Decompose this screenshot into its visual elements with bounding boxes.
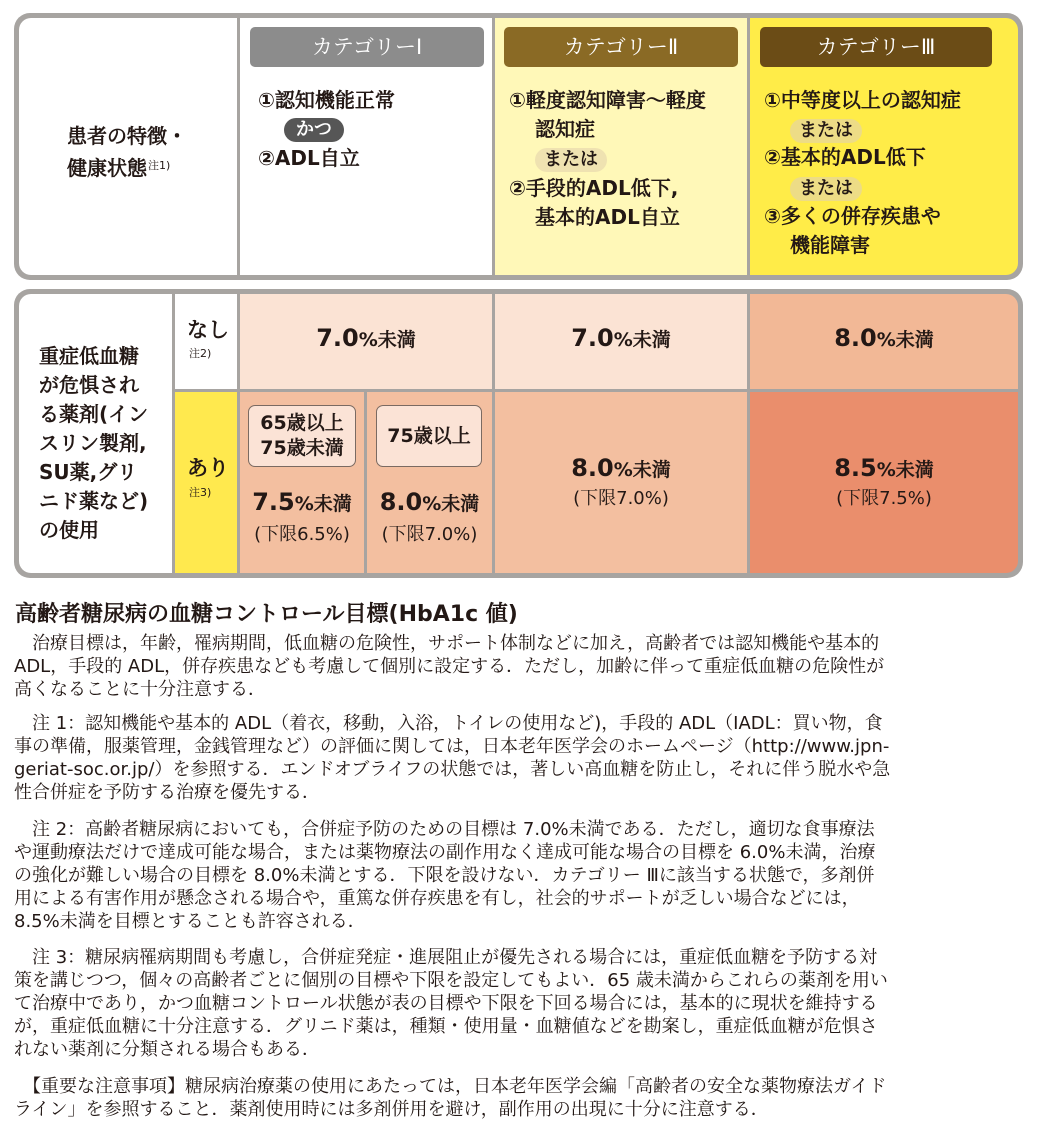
category-1-cell <box>240 18 492 275</box>
target-drug-category-1-age-65-74: 65歳以上 75歳未満 7.5%未満 (下限6.5%) <box>240 392 364 573</box>
drug-label: あり <box>187 456 229 480</box>
target-none-category-3: 8.0%未満 <box>750 294 1018 389</box>
note-ref-3: 注3) <box>189 486 212 499</box>
category-2-item1-line2: 認知症 <box>535 117 595 141</box>
category-3-item1: ①中等度以上の認知症 <box>764 88 961 112</box>
note-ref-2: 注2) <box>189 347 212 360</box>
age-75-plus-box: 75歳以上 <box>376 405 482 467</box>
category-2-conjunction: または <box>535 148 607 172</box>
category-3-cell <box>750 18 1018 275</box>
caption-note-2: 注 2：高齢者糖尿病においても，合併症予防のための目標は 7.0%未満である．ただし，適切な食事療法 や運動療法だけで達成可能な場合，または薬物療法の副作用なく達成可能な場合の目標を 6.0%未満，治療 の強化が難しい場合の目標を 8.0%未満とする．下限を設けない．カテゴリー Ⅲに該当する状態で，多剤併 用による有害作用が懸念される場合や，重篤な併存疾患を有し，社会的サポートが乏しい場合などには， 8.5%未満を目標とすることも許容される． <box>14 819 876 932</box>
drug-use-header-cell <box>19 294 172 573</box>
row-header-line2: 健康状態 <box>67 156 147 180</box>
category-1-conjunction: かつ <box>284 118 344 142</box>
category-1-item2: ②ADL自立 <box>258 146 360 170</box>
drug-use-header-text: 重症低血糖 が危惧され る薬剤(イン スリン製剤, SU薬,グリ ニド薬など) の使用 <box>39 344 149 542</box>
target-none-category-2: 7.0%未満 <box>495 294 747 389</box>
category-2-cell <box>495 18 747 275</box>
category-2-item2-line2: 基本的ADL自立 <box>535 205 680 229</box>
age-65-74-box: 65歳以上 75歳未満 <box>248 405 356 467</box>
caption-paragraph-1: 治療目標は，年齢，罹病期間，低血糖の危険性，サポート体制などに加え，高齢者では認知機能や基本的 ADL，手段的 ADL，併存疾患なども考慮して個別に設定する．ただし，加齢に伴って重症低血糖の危険性が 高くなることに十分注意する． <box>14 633 885 700</box>
target-drug-category-2: 8.0%未満 (下限7.0%) <box>495 392 747 573</box>
category-3-item3-line1: ③多くの併存疾患や <box>764 204 941 228</box>
category-3-header: カテゴリーⅢ <box>760 27 992 67</box>
no-drug-label: なし <box>187 318 229 342</box>
target-drug-category-1-age-75-plus: 75歳以上 8.0%未満 (下限7.0%) <box>367 392 492 573</box>
hba1c-target-table <box>14 289 1023 578</box>
target-drug-category-3: 8.5%未満 (下限7.5%) <box>750 392 1018 573</box>
category-3-item3-line2: 機能障害 <box>790 233 870 257</box>
category-3-conjunction-2: または <box>790 177 862 201</box>
category-definition-table <box>14 13 1023 280</box>
caption-note-3: 注 3：糖尿病罹病期間も考慮し，合併症発症・進展阻止が優先される場合には，重症低血糖を予防する対 策を講じつつ，個々の高齢者ごとに個別の目標や下限を設定してもよい．65 歳未満からこれらの薬剤を用い て治療中であり，かつ血糖コントロール状態が表の目標や下限を下回る場合には，基本的に現状を維持する が，重症低血糖に十分注意する．グリニド薬は，種類・使用量・血糖値などを勘案し，重症低血糖が危惧さ れない薬剤に分類される場合もある． <box>14 947 888 1060</box>
caption-title: 高齢者糖尿病の血糖コントロール目標(HbA1c 値) <box>15 602 518 627</box>
drug-row-label-cell <box>175 392 237 573</box>
category-2-header: カテゴリーⅡ <box>504 27 738 67</box>
category-3-conjunction-1: または <box>790 119 862 143</box>
category-1-item1: ①認知機能正常 <box>258 88 395 112</box>
no-drug-row-label-cell <box>175 294 237 389</box>
row-header-line1: 患者の特徴・ <box>67 124 187 148</box>
category-1-header: カテゴリーⅠ <box>250 27 484 67</box>
target-none-category-1: 7.0%未満 <box>240 294 492 389</box>
note-ref-1: 注1) <box>148 159 171 172</box>
category-2-item1-line1: ①軽度認知障害～軽度 <box>509 88 706 112</box>
caption-important-notice: 【重要な注意事項】糖尿病治療薬の使用にあたっては，日本老年医学会編「高齢者の安全な薬物療法ガイド ライン」を参照すること．薬剤使用時には多剤併用を避け，副作用の出現に十分に注意する． <box>14 1076 887 1120</box>
caption-note-1: 注 1：認知機能や基本的 ADL（着衣，移動，入浴，トイレの使用など)，手段的 ADL（IADL：買い物，食 事の準備，服薬管理，金銭管理など）の評価に関しては，日本老年医学会のホームページ（http://www.jpn- geriat-soc.or.jp/）を参照する．エンドオブライフの状態では，著しい高血糖を防止し，それに伴う脱水や急 性合併症を予防する治療を優先する． <box>14 713 891 803</box>
category-2-item2-line1: ②手段的ADL低下, <box>509 176 679 200</box>
category-3-item2: ②基本的ADL低下 <box>764 145 926 169</box>
patient-characteristics-header-cell <box>19 18 237 275</box>
